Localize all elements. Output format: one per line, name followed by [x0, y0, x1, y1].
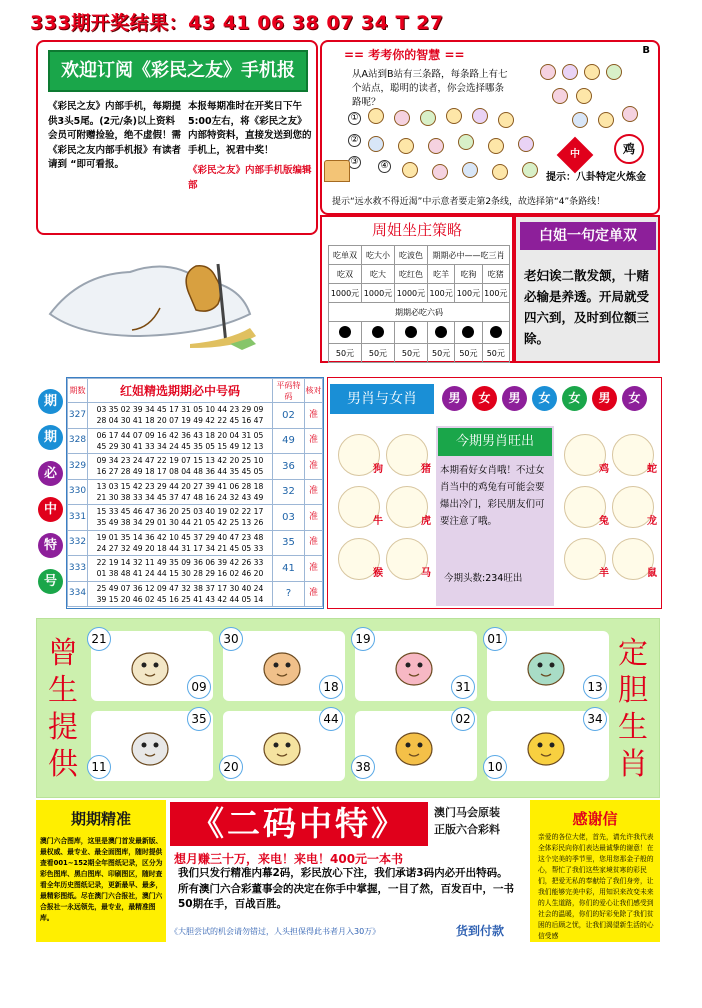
path-number: ④ [378, 160, 391, 173]
zodiac-snake-icon: 蛇 [612, 434, 654, 476]
animal-icon [394, 110, 410, 126]
card-top-number: 19 [351, 627, 375, 651]
zj-dot-cell [329, 322, 362, 344]
quiz-b-label: B [642, 45, 650, 56]
number-line: 35 49 38 34 29 01 30 44 21 05 42 25 13 26 [96, 518, 264, 528]
zj-cell: 1000元 [361, 284, 394, 303]
cod-badge: 货到付款 [456, 924, 505, 938]
card-top-number: 44 [319, 707, 343, 731]
card-bottom-number: 11 [87, 755, 111, 779]
special-number: 35 [273, 530, 305, 556]
gender-circle: 男 [442, 386, 467, 411]
zodiac-cards-panel [36, 618, 660, 798]
promo-title: 欢迎订阅《彩民之友》手机报 [48, 50, 308, 92]
baijie-panel [514, 215, 660, 363]
card-bottom-number: 10 [483, 755, 507, 779]
zodiac-card [91, 711, 213, 781]
special-number: 49 [273, 428, 305, 454]
verify-mark: 准 [305, 505, 323, 531]
verify-mark: 准 [305, 530, 323, 556]
animal-icon [398, 138, 414, 154]
zj-cell: 50元 [427, 344, 454, 363]
animal-icon [432, 164, 448, 180]
zj-cell: 100元 [482, 284, 509, 303]
issue-number: 334 [68, 581, 88, 607]
number-list [88, 581, 273, 607]
animal-icon [572, 112, 588, 128]
number-list [88, 403, 273, 429]
number-line: 22 19 14 32 11 49 35 09 36 06 39 42 26 33 [96, 558, 264, 568]
card-bottom-number: 09 [187, 675, 211, 699]
issue-number: 330 [68, 479, 88, 505]
number-line: 39 15 20 46 02 45 16 25 41 43 42 44 05 14 [96, 594, 264, 604]
dot-icon [435, 326, 447, 338]
zodiac-card [223, 711, 345, 781]
quiz-question: 从A站到B站有三条路，每条路上有七个站点，聪明的读者，你会选择哪条路呢？ [352, 69, 508, 108]
zj-cell: 50元 [361, 344, 394, 363]
zodiac-pig-icon: 猪 [386, 434, 428, 476]
zhoujie-title: 周姐坐庄策略 [371, 221, 462, 239]
accuracy-title: 期期精准 [70, 810, 131, 828]
number-list [88, 428, 273, 454]
zj-cell: 吃猪 [482, 265, 509, 284]
zodiac-card [487, 631, 609, 701]
table-row [68, 479, 323, 505]
animal-icon [458, 134, 474, 150]
number-list [88, 505, 273, 531]
rock-illustration [40, 244, 310, 360]
mt-header: 核对 [305, 379, 323, 403]
animal-icon [598, 112, 614, 128]
dot-icon [462, 326, 474, 338]
snake-icon [521, 641, 571, 691]
gender-mid-title: 今期男肖旺出 [438, 428, 552, 456]
card-top-number: 21 [87, 627, 111, 651]
dot-icon [339, 326, 351, 338]
verify-mark: 准 [305, 581, 323, 607]
special-number: 32 [273, 479, 305, 505]
special-number: 02 [273, 403, 305, 429]
animal-icon [606, 64, 622, 80]
mt-header: 红姐精选期期必中号码 [88, 379, 273, 403]
gender-title: 男肖与女肖 [330, 384, 434, 414]
number-list [88, 479, 273, 505]
number-line: 25 49 07 36 12 09 47 32 38 37 17 30 40 24 [96, 583, 264, 593]
promo-left-text: 《彩民之友》内部手机，每期提供3头5尾。(2元/条)以上资料会员可附赠捡验，绝不虚假！需《彩民之友内部手机报》有读者请到 “即可看报。 [48, 101, 182, 170]
zj-dot-cell [427, 322, 454, 344]
verify-mark: 准 [305, 556, 323, 582]
number-line: 21 30 38 33 34 45 37 47 48 16 24 32 43 49 [96, 492, 264, 502]
number-list [88, 530, 273, 556]
number-line: 16 27 28 49 18 17 08 04 48 36 44 35 45 05 [96, 467, 264, 477]
number-line: 13 03 15 42 23 29 44 20 27 39 41 06 28 18 [96, 481, 264, 491]
zodiac-dog-icon: 狗 [338, 434, 380, 476]
zodiac-card [223, 631, 345, 701]
number-line: 24 27 32 49 20 18 44 31 17 34 21 45 05 33 [96, 543, 264, 553]
left-vertical-text: 曾 生 提 供 [48, 636, 78, 782]
promo-right [188, 100, 314, 193]
ad-panel [166, 800, 530, 942]
issue-number: 329 [68, 454, 88, 480]
gender-circle: 男 [592, 386, 617, 411]
zodiac-card [91, 631, 213, 701]
side-label: 中 [38, 497, 63, 522]
zj-cell: 吃大 [361, 265, 394, 284]
animal-icon [368, 108, 384, 124]
table-row [68, 428, 323, 454]
baijie-text: 老妇诶二散发颔，十赌必输是养透。开局就受四六到，及时到位额三除。 [524, 268, 650, 346]
zj-cell: 吃红色 [394, 265, 427, 284]
zodiac-rooster-icon: 鸡 [564, 434, 606, 476]
side-label: 必 [38, 461, 63, 486]
issue-number: 333 [68, 556, 88, 582]
house-icon [324, 160, 350, 182]
dot-icon [490, 326, 502, 338]
zj-header: 期期必中——吃三肖 [427, 246, 509, 265]
animal-icon [552, 88, 568, 104]
promo-right-text: 本报每期准时在开奖日下午5:00左右，将《彩民之友》内部特资料，直接发送到您的手机上，祝君中奖！ [188, 101, 312, 156]
zj-cell: 50元 [482, 344, 509, 363]
special-number: ? [273, 581, 305, 607]
right-vertical-text: 定 胆 生 肖 [618, 636, 648, 782]
ad-side-text: 澳门马会原装 正版六合彩料 [434, 806, 500, 836]
zhoujie-panel [320, 215, 514, 363]
baijie-title: 白姐一句定单双 [520, 222, 656, 250]
promo-editor: 《彩民之友》内部手机版编辑部 [188, 165, 312, 191]
number-line: 19 01 35 14 36 42 10 45 37 29 40 47 23 48 [96, 532, 264, 542]
zodiac-dragon-icon: 龙 [612, 486, 654, 528]
goat-icon [125, 721, 175, 771]
animal-icon [522, 162, 538, 178]
special-number: 03 [273, 505, 305, 531]
quiz-hint: 提示：八卦特定火炼金 [546, 172, 646, 183]
table-row [68, 556, 323, 582]
issue-number: 328 [68, 428, 88, 454]
zodiac-tiger-icon: 虎 [386, 486, 428, 528]
card-bottom-number: 38 [351, 755, 375, 779]
zj-cell: 50元 [394, 344, 427, 363]
dot-icon [405, 326, 417, 338]
gender-mid-text: 本期看好女肖哦！不过女肖当中的鸡兔有可能会要爆出冷门，彩民朋友们可要注意了哦。 [440, 465, 545, 527]
zodiac-rabbit-icon: 兔 [564, 486, 606, 528]
main-number-table [66, 377, 324, 609]
thanks-text: 亲爱的各位大佬，首先，请允许我代表全体彩民向你们表达最诚挚的谢意！在这个完美的季节里，您用您那金子般的心，帮忙了我们这些家境贫寒的彩民们，把爱无私的奉献给了我们身旁，让我们能够完美中彩，用知识来改变未来的人生道路，你们的爱心让我们感受到社会的温暖，你们的好彩免除了我们贫困的后顾之忧，让我们渴望新生活的心信受感 [538, 833, 654, 940]
pig-icon [389, 641, 439, 691]
animal-icon [584, 64, 600, 80]
path-number: ② [348, 134, 361, 147]
zj-cell: 100元 [455, 284, 482, 303]
issue-number: 332 [68, 530, 88, 556]
animal-icon [562, 64, 578, 80]
zj-header: 吃大小 [361, 246, 394, 265]
chick-icon [521, 721, 571, 771]
verify-mark: 准 [305, 428, 323, 454]
issue-number: 331 [68, 505, 88, 531]
verify-mark: 准 [305, 479, 323, 505]
number-list [88, 454, 273, 480]
table-row [68, 454, 323, 480]
card-bottom-number: 20 [219, 755, 243, 779]
verify-mark: 准 [305, 403, 323, 429]
zj-cell: 吃双 [329, 265, 362, 284]
animal-icon [402, 162, 418, 178]
table-row [68, 581, 323, 607]
promo-panel [36, 40, 318, 235]
side-label: 期 [38, 389, 63, 414]
thanks-title: 感谢信 [572, 810, 618, 828]
verify-mark: 准 [305, 454, 323, 480]
animal-icon [540, 64, 556, 80]
mt-header: 平码特码 [273, 379, 305, 403]
animal-icon [368, 136, 384, 152]
rat-icon [257, 641, 307, 691]
side-label: 号 [38, 569, 63, 594]
gender-circle: 女 [532, 386, 557, 411]
card-top-number: 02 [451, 707, 475, 731]
quiz-panel [320, 40, 660, 215]
table-row [68, 530, 323, 556]
path-number: ① [348, 112, 361, 125]
gender-panel [327, 377, 662, 609]
number-line: 09 34 23 24 47 22 19 07 15 13 42 20 25 10 [96, 456, 264, 466]
gender-circle: 男 [502, 386, 527, 411]
zj-cell: 50元 [455, 344, 482, 363]
issue-number: 327 [68, 403, 88, 429]
table-row [68, 403, 323, 429]
dot-icon [372, 326, 384, 338]
gender-circle: 女 [472, 386, 497, 411]
number-list [88, 556, 273, 582]
answer-circle: 鸡 [614, 134, 644, 164]
ad-slogan: 想月赚三十万，来电！来电！400元一本书 [174, 852, 404, 866]
results-header: 333期开奖结果：43 41 06 38 07 34 T 27 [30, 12, 444, 34]
number-line: 28 04 30 41 18 20 07 19 49 42 22 45 16 47 [96, 416, 264, 426]
gender-circle: 女 [562, 386, 587, 411]
center-star: 中 [557, 137, 594, 174]
card-top-number: 34 [583, 707, 607, 731]
side-label: 特 [38, 533, 63, 558]
zodiac-card [355, 711, 477, 781]
gender-circle: 女 [622, 386, 647, 411]
animal-icon [576, 88, 592, 104]
zodiac-rat-icon: 鼠 [612, 538, 654, 580]
zj-cell: 100元 [427, 284, 454, 303]
quiz-title: == 考考你的智慧 == [344, 48, 465, 62]
table-row [68, 505, 323, 531]
ad-main-text: 我们只发行精准内幕2码，彩民放心下注，我们承诺3码内必开出特码。所有澳门六合彩董事会的决定在你手中掌握，一目了然，百发百中，一书50期在手，百战百胜。 [178, 867, 514, 910]
zj-dot-cell [455, 322, 482, 344]
mt-header: 期数 [68, 379, 88, 403]
zj-cell: 吃羊 [427, 265, 454, 284]
accuracy-panel [36, 800, 166, 942]
zodiac-monkey-icon: 猴 [338, 538, 380, 580]
special-number: 41 [273, 556, 305, 582]
animal-icon [518, 136, 534, 152]
quiz-footer-tip: 提示“远水救不得近渴”中示意者要走第2条线，故选择第“4”条路线！ [332, 197, 606, 207]
zj-cell: 1000元 [329, 284, 362, 303]
zj-mid-label: 期期必吃六码 [329, 303, 510, 322]
accuracy-text: 澳门六合图库，这里是澳门首发最新版、最权威、最专业、最全面图库，随时提供查看001~152期全年图纸记录，区分为彩色图库、黑白图库、印刷图区，随时查看全年历史图纸记录，更新最早、最多，最精彩图纸。尽在澳门六合报社，澳门六合报社一永远领先，最专业，最精准图库。 [40, 837, 163, 922]
zj-dot-cell [361, 322, 394, 344]
number-line: 03 35 02 39 34 45 17 31 05 10 44 23 29 09 [96, 405, 264, 415]
zj-cell: 1000元 [394, 284, 427, 303]
zodiac-horse-icon: 马 [386, 538, 428, 580]
card-top-number: 35 [187, 707, 211, 731]
zj-header: 吃单双 [329, 246, 362, 265]
animal-icon [488, 138, 504, 154]
gender-mid-box [436, 426, 554, 606]
card-bottom-number: 18 [319, 675, 343, 699]
number-line: 45 29 30 41 33 34 24 45 35 05 15 49 12 13 [96, 441, 264, 451]
card-bottom-number: 13 [583, 675, 607, 699]
animal-icon [472, 108, 488, 124]
ad-big-title: 《二码中特》 [170, 802, 428, 846]
thanks-panel [530, 800, 660, 942]
gender-mid-count: 今期头数:234旺出 [444, 573, 523, 584]
card-top-number: 01 [483, 627, 507, 651]
animal-icon [428, 138, 444, 154]
zodiac-goat-icon: 羊 [564, 538, 606, 580]
zodiac-card [355, 631, 477, 701]
zj-dot-cell [482, 322, 509, 344]
dog-icon [257, 721, 307, 771]
zhoujie-table [328, 245, 510, 363]
zodiac-ox-icon: 牛 [338, 486, 380, 528]
path-number: ③ [348, 156, 361, 169]
side-labels [36, 377, 66, 609]
zj-dot-cell [394, 322, 427, 344]
card-top-number: 30 [219, 627, 243, 651]
animal-icon [492, 164, 508, 180]
side-label: 期 [38, 425, 63, 450]
animal-icon [446, 108, 462, 124]
animal-icon [420, 110, 436, 126]
animal-icon [622, 106, 638, 122]
zj-cell: 50元 [329, 344, 362, 363]
animal-icon [462, 162, 478, 178]
special-number: 36 [273, 454, 305, 480]
animal-icon [498, 112, 514, 128]
number-line: 15 33 45 46 47 36 20 25 03 40 19 02 22 17 [96, 507, 264, 517]
ad-footer: 《大胆尝试的机会请勿错过，人头担保得此书者月入30万》 [170, 927, 381, 936]
zodiac-card [487, 711, 609, 781]
rooster-icon [125, 641, 175, 691]
dragon-icon [389, 721, 439, 771]
zj-header: 吃波色 [394, 246, 427, 265]
zj-cell: 吃狗 [455, 265, 482, 284]
number-line: 06 17 44 07 09 16 42 36 43 18 20 04 31 05 [96, 430, 264, 440]
number-line: 01 38 48 41 24 44 15 30 28 29 16 02 46 20 [96, 569, 264, 579]
card-bottom-number: 31 [451, 675, 475, 699]
